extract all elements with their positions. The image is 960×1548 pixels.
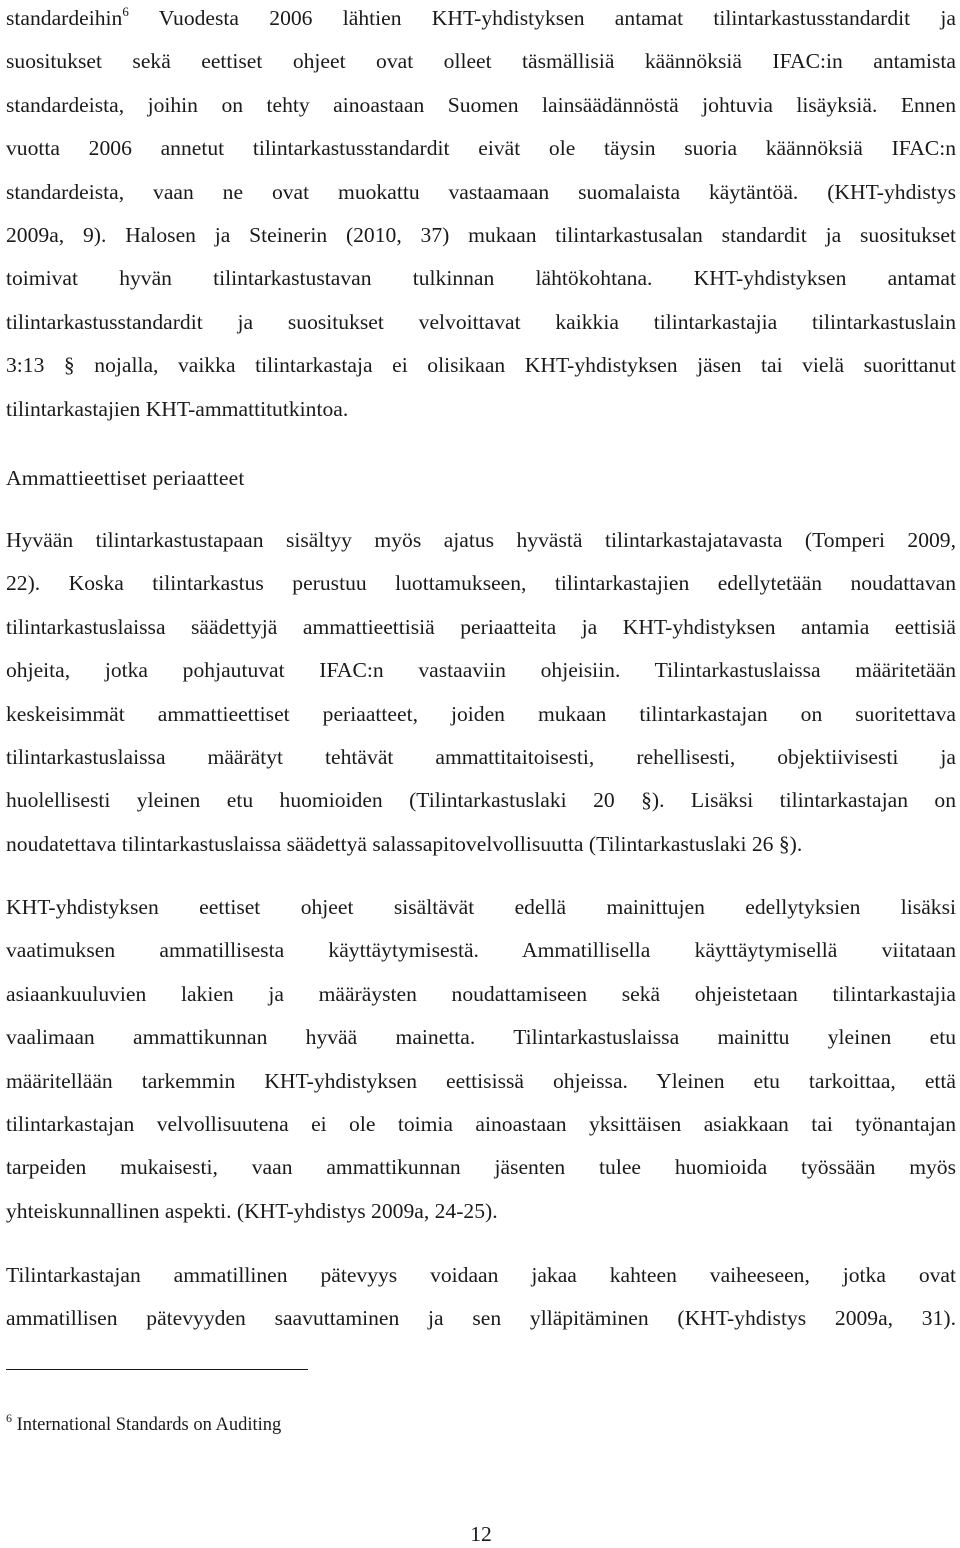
text-line: tarpeiden mukaisesti, vaan ammattikunnan jäsenten tulee huomioida työssään myös — [6, 1155, 956, 1180]
text-line: 2009a, 9). Halosen ja Steinerin (2010, 37) mukaan tilintarkastusalan standardit ja suositukset — [6, 223, 956, 248]
paragraph-ethics — [6, 519, 956, 866]
text-line: vuotta 2006 annetut tilintarkastusstandardit eivät ole täysin suoria käännöksiä IFAC:n — [6, 136, 956, 161]
section-heading: Ammattieettiset periaatteet — [6, 466, 245, 490]
footnote-ref: 6 — [122, 4, 129, 19]
text-line: 22). Koska tilintarkastus perustuu luottamukseen, tilintarkastajien edellytetään noudattavan — [6, 571, 956, 596]
text-line: huolellisesti yleinen etu huomioiden (Tilintarkastuslaki 20 §). Lisäksi tilintarkastajan on — [6, 788, 956, 813]
footnote-text: International Standards on Auditing — [12, 1415, 282, 1435]
text-line: määritellään tarkemmin KHT-yhdistyksen eettisissä ohjeissa. Yleinen etu tarkoittaa, että — [6, 1068, 956, 1093]
text-line: suositukset sekä eettiset ohjeet ovat olleet täsmällisiä käännöksiä IFAC:in antamista — [6, 49, 956, 74]
text-line: yhteiskunnallinen aspekti. (KHT-yhdistys 2009a, 24-25). — [6, 1198, 498, 1223]
text-line: ohjeita, jotka pohjautuvat IFAC:n vastaaviin ohjeisiin. Tilintarkastuslaissa määritetään — [6, 658, 956, 683]
text-line: tilintarkastuslaissa säädettyjä ammattieettisiä periaatteita ja KHT-yhdistyksen antamia eettisiä — [6, 614, 956, 639]
text-line: Tilintarkastajan ammatillinen pätevyys voidaan jakaa kahteen vaiheeseen, jotka ovat — [6, 1263, 956, 1287]
paragraph-kht-ethics — [6, 886, 956, 1233]
footnote-separator — [6, 1369, 308, 1370]
footnote-number: 6 — [6, 1411, 12, 1425]
text-line: KHT-yhdistyksen eettiset ohjeet sisältävät edellä mainittujen edellytyksien lisäksi — [6, 895, 956, 919]
lead-word: standardeihin — [6, 6, 123, 30]
text-line: vaatimuksen ammatillisesta käyttäytymisestä. Ammatillisella käyttäytymisellä viitataan — [6, 938, 956, 963]
text-line: standardeista, joihin on tehty ainoastaan Suomen lainsäädännöstä johtuvia lisäyksiä. Ennen — [6, 92, 956, 117]
paragraph-competence — [6, 1254, 956, 1341]
footnote — [6, 1411, 281, 1439]
text-line: ammatillisen pätevyyden saavuttaminen ja sen ylläpitäminen (KHT-yhdistys 2009a, 31). — [6, 1306, 956, 1331]
text-line: tilintarkastusstandardit ja suositukset velvoittavat kaikkia tilintarkastajia tilintarkastuslain — [6, 309, 956, 334]
text-line: noudatettava tilintarkastuslaissa säädettyä salassapitovelvollisuutta (Tilintarkastuslaki 26 §). — [6, 831, 803, 856]
text-line: tilintarkastuslaissa määrätyt tehtävät ammattitaitoisesti, rehellisesti, objektiivisesti ja — [6, 745, 956, 770]
paragraph-standards — [6, 0, 956, 431]
text-line: asiaankuuluvien lakien ja määräysten noudattamiseen sekä ohjeistetaan tilintarkastajia — [6, 981, 956, 1006]
document-page — [6, 0, 956, 1545]
page-number: 12 — [470, 1522, 492, 1546]
text-line: standardeista, vaan ne ovat muokattu vastaamaan suomalaista käytäntöä. (KHT-yhdistys — [6, 179, 956, 204]
text-line: standardeihin$^6$ Vuodesta 2006 lähtien KHT-yhdistyksen antamat tilintarkastusstandardit ja — [6, 4, 956, 30]
text-line: toimivat hyvän tilintarkastustavan tulkinnan lähtökohtana. KHT-yhdistyksen antamat — [6, 266, 956, 291]
text-line: Hyvään tilintarkastustapaan sisältyy myös ajatus hyvästä tilintarkastajatavasta (Tomperi 2009, — [6, 528, 956, 552]
text-line: keskeisimmät ammattieettiset periaatteet, joiden mukaan tilintarkastajan on suoritettava — [6, 701, 956, 726]
text-line: tilintarkastajan velvollisuutena ei ole toimia ainoastaan yksittäisen asiakkaan tai työnantajan — [6, 1112, 956, 1137]
text-line: vaalimaan ammattikunnan hyvää mainetta. Tilintarkastuslaissa mainittu yleinen etu — [6, 1025, 956, 1050]
text-line: 3:13 § nojalla, vaikka tilintarkastaja ei olisikaan KHT-yhdistyksen jäsen tai vielä suorittanut — [6, 353, 956, 378]
text-line: tilintarkastajien KHT-ammattitutkintoa. — [6, 396, 349, 421]
